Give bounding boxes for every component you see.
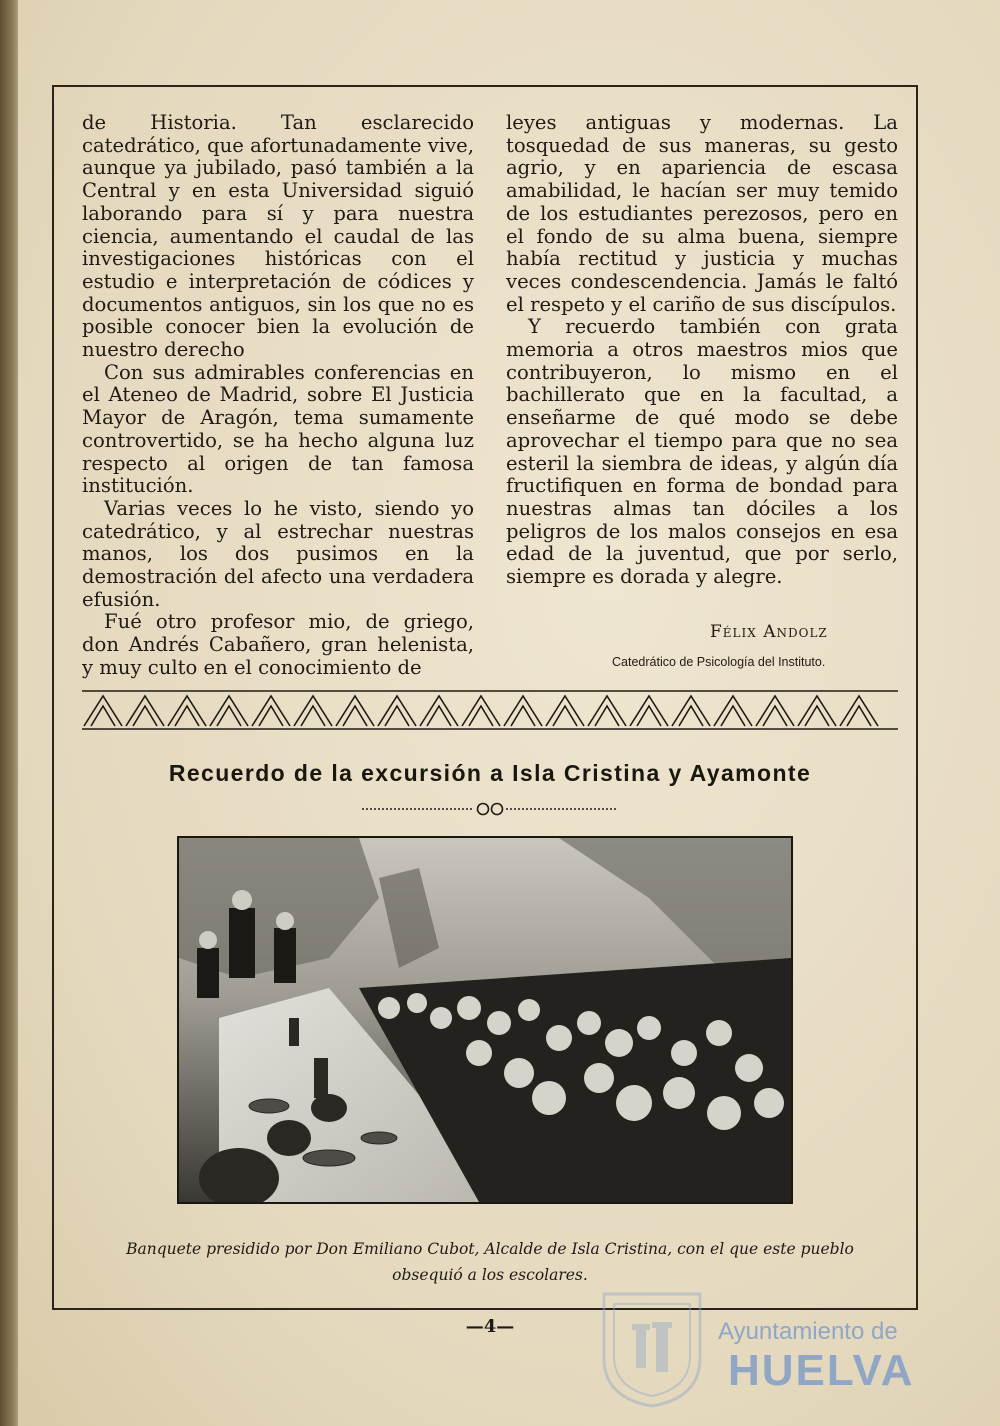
watermark-line-1: Ayuntamiento de (718, 1318, 898, 1345)
border-motif (378, 696, 416, 726)
border-motif (756, 696, 794, 726)
border-motif (714, 696, 752, 726)
paragraph: leyes antiguas y modernas. La tosquedad de sus maneras, su gesto agrio, y en apariencia de escasa amabilidad, le hacían ser muy temido de los estudiantes perezosos, pero en el fondo de su alma buena, siempre había rectitud y justicia y muchas veces condescendencia. Jamás le faltó el respeto y el cariño de sus discípulos. (506, 111, 898, 316)
border-motif (294, 696, 332, 726)
right-column (506, 112, 898, 589)
border-motif (210, 696, 248, 726)
border-motif (84, 696, 122, 726)
section-heading: Recuerdo de la excursión a Isla Cristina y Ayamonte (168, 760, 812, 786)
border-motif (420, 696, 458, 726)
paragraph: Con sus admirables conferencias en el Ateneo de Madrid, sobre El Justicia Mayor de Aragón, tema sumamente controvertido, se ha hecho alguna luz respecto al origen de tan famosa institución. (82, 360, 474, 498)
page-number: —4— (465, 1316, 515, 1337)
banquet-photo-image (179, 838, 791, 1202)
photo-caption: Banquete presidido por Don Emiliano Cubot, Alcalde de Isla Cristina, con el que este pueblo obsequió a los escolares. (126, 1240, 854, 1284)
watermark-line-2: HUELVA (728, 1346, 915, 1395)
border-motif (126, 696, 164, 726)
author-signature: Félix Andolz (710, 622, 828, 642)
border-motif (252, 696, 290, 726)
paragraph: Fué otro profesor mio, de griego, don Andrés Cabañero, gran helenista, y muy culto en el conocimiento de (82, 610, 474, 679)
border-motif (588, 696, 626, 726)
paragraph: Varias veces lo he visto, siendo yo catedrático, y al estrechar nuestras manos, los dos pusimos en la demostración del afecto una verdadera efusión. (82, 496, 474, 611)
border-motif (546, 696, 584, 726)
border-motif (504, 696, 542, 726)
heading-ornament (362, 800, 618, 818)
left-column (82, 112, 474, 680)
book-binding (0, 0, 20, 1426)
banquet-photograph (177, 836, 793, 1204)
border-motif (798, 696, 836, 726)
paragraph: de Historia. Tan esclarecido catedrático, que afortunadamente vive, aunque ya jubilado, pasó también a la Central y en esta Universidad siguió laborando para sí y para nuestra ciencia, aumentando el caudal de las investigaciones históricas con el estudio e interpretación de códices y documentos antiguos, sin los que no es posible conocer bien la evolución de nuestro derecho (82, 111, 474, 362)
paragraph: Y recuerdo también con grata memoria a otros maestros mios que contribuyeron, lo mismo en el bachillerato que en la facultad, a enseñarme de qué modo se debe aprovechar el tiempo para que no sea esteril la siembra de ideas, y algún día fructifiquen en forma de bondad para nuestras almas tan dóciles a los peligros de los malos consejos en esa edad de la juventud, que por serlo, siempre es dorada y alegre. (506, 315, 898, 589)
decorative-border-band (82, 688, 898, 732)
border-motif (462, 696, 500, 726)
border-motif (672, 696, 710, 726)
border-motif (336, 696, 374, 726)
border-motif (840, 696, 878, 726)
border-motif (630, 696, 668, 726)
author-title: Catedrático de Psicología del Instituto. (612, 655, 826, 669)
border-motif (168, 696, 206, 726)
